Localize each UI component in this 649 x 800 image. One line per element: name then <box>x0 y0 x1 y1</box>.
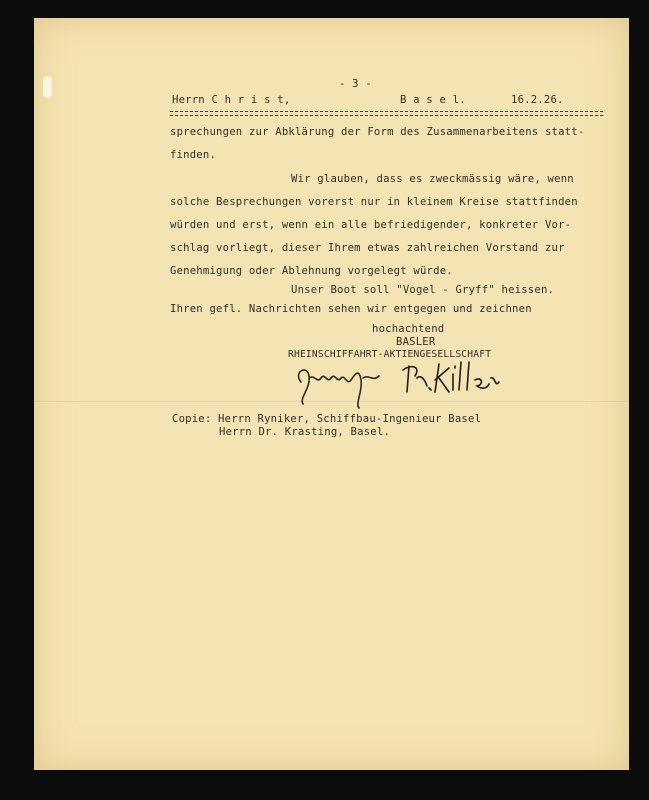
body-line-5: würden und erst, wenn ein alle befriedigender, konkreter Vor- <box>170 219 572 231</box>
copies-line-1: Copie: Herrn Ryniker, Schiffbau-Ingenieur Basel <box>172 413 482 425</box>
body-line-3: Wir glauben, dass es zweckmässig wäre, wenn <box>291 173 574 185</box>
body-line-4: solche Besprechungen vorerst nur in kleinem Kreise stattfinden <box>170 196 578 208</box>
copies-line-2: Herrn Dr. Krasting, Basel. <box>219 426 391 438</box>
closing-greeting: hochachtend <box>372 323 445 335</box>
recipient-header: Herrn C h r i s t, <box>172 94 291 106</box>
signature-left <box>289 354 399 410</box>
company-name-line-2: RHEINSCHIFFAHRT-AKTIENGESELLSCHAFT <box>288 349 492 360</box>
signature-right <box>399 358 509 402</box>
body-line-8: Unser Boot soll "Vogel - Gryff" heissen. <box>291 284 555 296</box>
body-line-1: sprechungen zur Abklärung der Form des Zusammenarbeitens statt- <box>170 126 585 138</box>
body-line-9: Ihren gefl. Nachrichten sehen wir entgegen und zeichnen <box>170 303 532 315</box>
letter-page <box>34 18 629 770</box>
body-line-2: finden. <box>170 149 217 161</box>
punch-hole <box>43 76 52 98</box>
company-name-line-1: BASLER <box>396 336 436 348</box>
header-rule <box>170 111 603 112</box>
page-number: - 3 - <box>339 78 372 90</box>
body-line-7: Genehmigung oder Ablehnung vorgelegt würde. <box>170 265 453 277</box>
header-rule-2 <box>170 115 603 116</box>
body-line-6: schlag vorliegt, dieser Ihrem etwas zahlreichen Vorstand zur <box>170 242 565 254</box>
date-header: 16.2.26. <box>511 94 564 106</box>
place-header: B a s e l. <box>400 94 466 106</box>
